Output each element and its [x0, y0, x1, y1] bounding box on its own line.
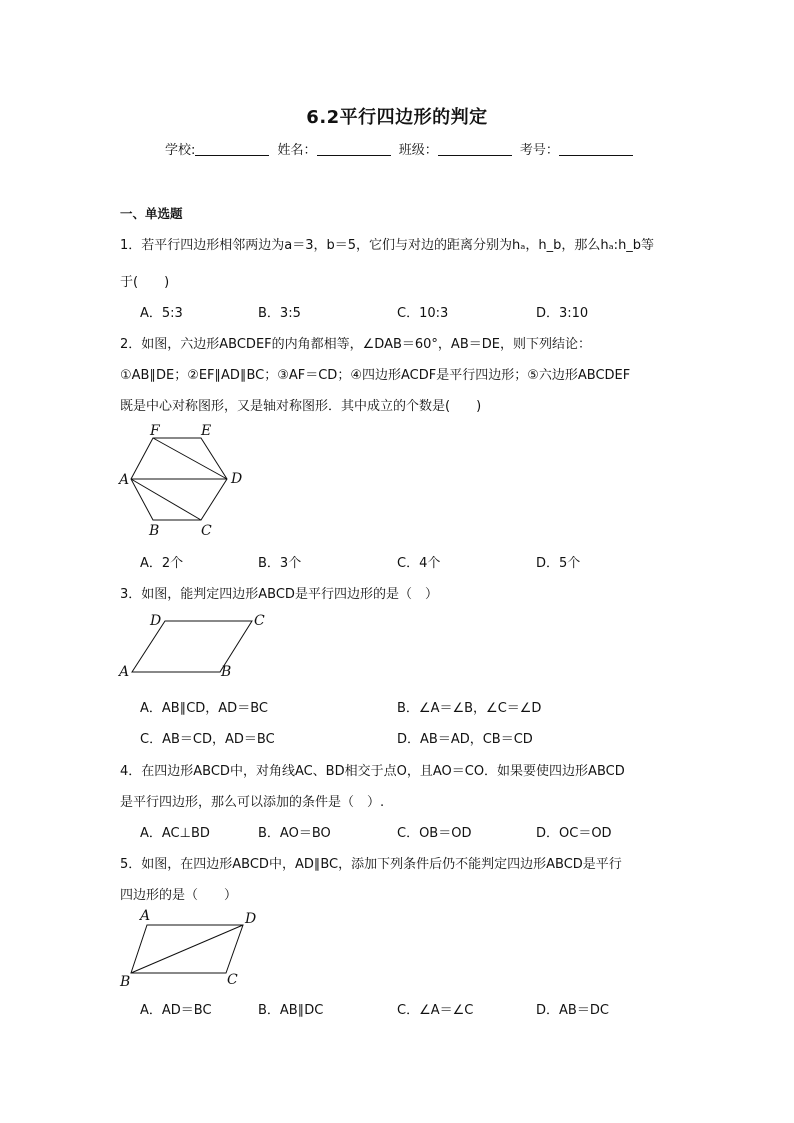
label-D: D — [245, 911, 257, 927]
q4-option-a[interactable]: A．AC⊥BD — [140, 826, 210, 841]
diagonal-BD — [131, 925, 243, 973]
q1-option-c[interactable]: C．10:3 — [397, 306, 449, 321]
exam-no-label: 考号： — [519, 143, 559, 158]
q4-option-d[interactable]: D．OC＝OD — [536, 826, 612, 841]
segment-FD — [153, 438, 227, 479]
label-C: C — [254, 613, 265, 629]
q2-option-b[interactable]: B．3个 — [258, 556, 302, 571]
label-C: C — [227, 972, 238, 988]
q5-option-c[interactable]: C．∠A＝∠C — [397, 1003, 474, 1018]
class-label: 班级： — [398, 143, 438, 158]
school-label: 学校: — [165, 143, 196, 158]
label-D: D — [150, 613, 162, 629]
label-F: F — [150, 423, 160, 439]
q1-option-d[interactable]: D．3:10 — [536, 306, 589, 321]
q3-option-d[interactable]: D．AB＝AD，CB＝CD — [397, 732, 533, 747]
trapezoid-figure — [115, 906, 265, 990]
name-label: 姓名： — [277, 143, 317, 158]
school-blank[interactable] — [195, 141, 269, 156]
label-B: B — [149, 523, 160, 539]
section-heading: 一、单选题 — [120, 206, 183, 221]
label-C: C — [201, 523, 212, 539]
label-A: A — [119, 472, 130, 488]
q4-line-2: 是平行四边形，那么可以添加的条件是（ ）. — [120, 795, 385, 810]
name-blank[interactable] — [317, 141, 391, 156]
page-title: 6.2平行四边形的判定 — [306, 107, 488, 128]
q5-option-b[interactable]: B．AB∥DC — [258, 1003, 324, 1018]
q3-option-c[interactable]: C．AB＝CD，AD＝BC — [140, 732, 275, 747]
label-A: A — [119, 664, 130, 680]
label-B: B — [120, 974, 131, 990]
class-blank[interactable] — [438, 141, 512, 156]
q2-option-d[interactable]: D．5个 — [536, 556, 581, 571]
q5-line-1: 5．如图，在四边形ABCD中，AD∥BC，添加下列条件后仍不能判定四边形ABCD是平行 — [120, 857, 622, 872]
label-A: A — [140, 908, 151, 924]
student-info-row — [165, 139, 637, 158]
q4-option-c[interactable]: C．OB＝OD — [397, 826, 472, 841]
q2-line-3: 既是中心对称图形，又是轴对称图形．其中成立的个数是( ) — [120, 399, 482, 414]
q1-option-b[interactable]: B．3:5 — [258, 306, 301, 321]
q5-option-a[interactable]: A．AD＝BC — [140, 1003, 212, 1018]
hexagon-figure — [115, 420, 250, 542]
exam-no-blank[interactable] — [559, 141, 633, 156]
parallelogram-figure — [115, 608, 275, 680]
q1-line-1: 1．若平行四边形相邻两边为a＝3，b＝5，它们与对边的距离分别为hₐ，h_b，那么hₐ:h_b等 — [120, 238, 655, 253]
q3-option-b[interactable]: B．∠A＝∠B，∠C＝∠D — [397, 701, 542, 716]
q2-option-a[interactable]: A．2个 — [140, 556, 184, 571]
q4-option-b[interactable]: B．AO＝BO — [258, 826, 331, 841]
q4-line-1: 4．在四边形ABCD中，对角线AC、BD相交于点O，且AO＝CO．如果要使四边形ABCD — [120, 764, 625, 779]
label-D: D — [231, 471, 243, 487]
q1-line-2: 于( ) — [120, 275, 170, 290]
q2-option-c[interactable]: C．4个 — [397, 556, 441, 571]
q3-option-a[interactable]: A．AB∥CD，AD＝BC — [140, 701, 268, 716]
label-E: E — [201, 423, 212, 439]
label-B: B — [221, 664, 232, 680]
q3-line-1: 3．如图，能判定四边形ABCD是平行四边形的是（ ） — [120, 587, 438, 602]
q1-option-a[interactable]: A．5:3 — [140, 306, 183, 321]
q5-option-d[interactable]: D．AB＝DC — [536, 1003, 609, 1018]
q2-line-2: ①AB∥DE；②EF∥AD∥BC；③AF＝CD；④四边形ACDF是平行四边形；⑤六边形ABCDEF — [120, 368, 631, 383]
q2-line-1: 2．如图，六边形ABCDEF的内角都相等，∠DAB＝60°，AB＝DE，则下列结论： — [120, 337, 591, 352]
q5-line-2: 四边形的是（ ） — [120, 888, 238, 903]
